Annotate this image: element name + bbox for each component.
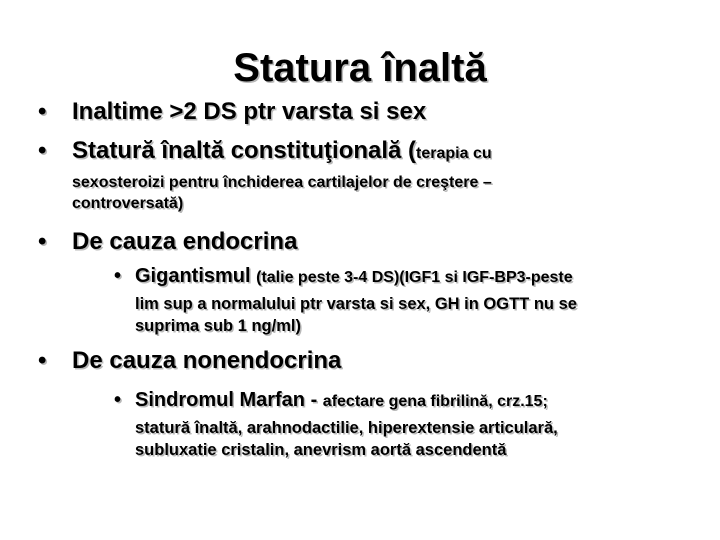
sub-bullet-sindromul-marfan xyxy=(135,388,548,414)
bullet-detail-text: terapia cu xyxy=(416,145,492,162)
sub-bullet-continuation-line: suprima sub 1 ng/ml) xyxy=(135,317,301,335)
bullet-cauza-nonendocrina: De cauza nonendocrina xyxy=(72,347,342,374)
bullet-marker: • xyxy=(38,228,47,255)
sub-bullet-detail-text: afectare gena fibrilină, crz.15; xyxy=(322,393,548,410)
bullet-marker: • xyxy=(38,347,47,374)
bullet-inaltime: Inaltime >2 DS ptr varsta si sex xyxy=(72,98,427,125)
sub-bullet-main-text: Sindromul Marfan - xyxy=(135,389,323,411)
sub-bullet-marker: • xyxy=(114,265,122,287)
sub-bullet-detail-text: (talie peste 3-4 DS)(IGF1 si IGF-BP3-peste xyxy=(256,269,573,286)
bullet-marker: • xyxy=(38,98,47,125)
sub-bullet-continuation-line: subluxatie cristalin, anevrism aortă ascendentă xyxy=(135,441,507,459)
bullet-cauza-endocrina: De cauza endocrina xyxy=(72,228,298,255)
bullet-continuation-line: sexosteroizi pentru închiderea cartilajelor de creştere – xyxy=(72,174,492,191)
bullet-main-text: Statură înaltă constituţională ( xyxy=(72,137,417,164)
sub-bullet-main-text: Gigantismul xyxy=(135,265,257,287)
bullet-continuation-line: controversată) xyxy=(72,195,184,212)
sub-bullet-gigantismul xyxy=(135,264,573,290)
sub-bullet-continuation-line: lim sup a normalului ptr varsta si sex, GH in OGTT nu se xyxy=(135,295,577,313)
sub-bullet-continuation-line: statură înaltă, arahnodactilie, hiperextensie articulară, xyxy=(135,419,558,437)
slide-title: Statura înaltă xyxy=(233,46,487,90)
bullet-statura-constitutionala xyxy=(72,137,492,168)
sub-bullet-marker: • xyxy=(114,389,122,411)
bullet-marker: • xyxy=(38,137,47,164)
